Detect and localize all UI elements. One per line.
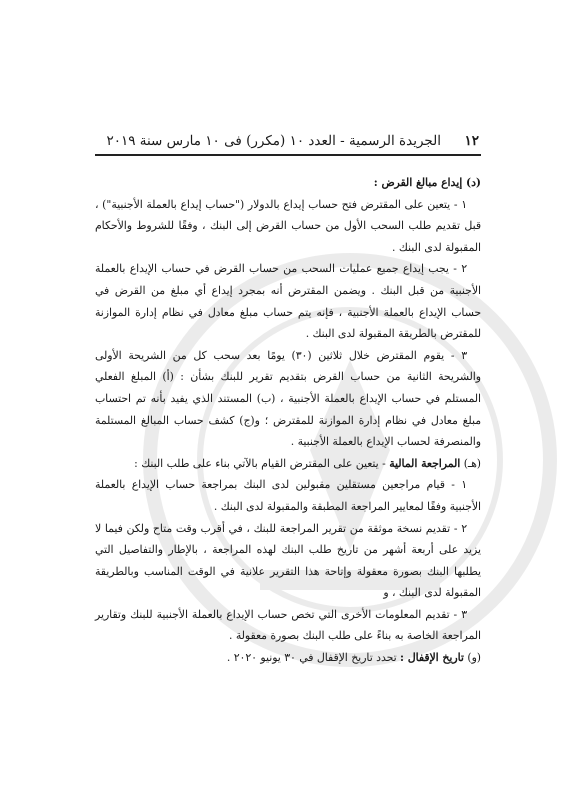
- section-h-heading: المراجعة المالية: [389, 456, 461, 470]
- section-d-item-3: ٣ - يقوم المقترض خلال ثلاثين (٣٠) يومًا بعد سحب كل من الشريحة الأولى والشريحة الثانية من حساب القرض بتقديم تقرير للبنك بشأن : (أ) المبلغ الفعلي المستلم في حساب الإيداع بالعملة الأجنبية ، (ب) المستند الذي يفيد بأنه تم احتساب مبلغ معادل في نظام إدارة الموازنة للمقترض ؛ و(ج) كشف حساب المبالغ المستلمة والمنصرفة لحساب الإيداع بالعملة الأجنبية .: [95, 348, 481, 449]
- document-body: [95, 172, 481, 669]
- section-w-heading: تاريخ الإقفال :: [400, 651, 464, 665]
- section-h-label: (هـ): [463, 456, 481, 470]
- page-number: ١٢: [464, 133, 479, 149]
- section-d-item-2: ٢ - يجب إيداع جميع عمليات السحب من حساب القرض في حساب الإيداع بالعملة الأجنبية من قبل البنك . ويضمن المقترض أنه بمجرد إيداع أي مبلغ من القرض في حساب الإيداع بالعملة الأجنبية ، فإنه يتم حساب مبلغ معادل في نظام إدارة الموازنة للمقترض بالطريقة المقبولة لدى البنك .: [95, 262, 481, 341]
- section-d-item-1: ١ - يتعين على المقترض فتح حساب إيداع بالدولار ("حساب إيداع بالعملة الأجنبية") ، قبل تقديم طلب السحب الأول من حساب القرض إلى البنك ، وفقًا للشروط والأحكام المقبولة لدى البنك .: [95, 197, 481, 254]
- section-w-label: (و): [467, 651, 481, 665]
- section-h-item-1: ١ - قيام مراجعين مستقلين مقبولين لدى البنك بمراجعة حساب الإيداع بالعملة الأجنبية وفقًا لمعايير المراجعة المطبقة والمقبولة لدى البنك .: [95, 478, 481, 513]
- section-d-title: (د) إيداع مبالغ القرض :: [373, 176, 481, 189]
- section-h-heading-rest: - يتعين على المقترض القيام بالآتي بناء على طلب البنك :: [134, 456, 390, 470]
- section-h-title: [95, 453, 481, 475]
- section-h-item-2: ٢ - تقديم نسخة موثقة من تقرير المراجعة للبنك ، في أقرب وقت متاح ولكن فيما لا يزيد على أربعة أشهر من تاريخ طلب البنك لهذه المراجعة ، بالإطار والتفاصيل التي يطلبها البنك بصورة معقولة وإتاحة هذا التقرير علانية في الوقت المناسب وبالطريقة المقبولة لدى البنك ، و: [95, 521, 481, 600]
- section-w-text: تحدد تاريخ الإقفال في ٣٠ يونيو ٢٠٢٠ .: [226, 651, 401, 665]
- section-h-item-3: ٣ - تقديم المعلومات الأخرى التي تخص حساب الإيداع بالعملة الأجنبية للبنك وتقارير المراجعة الخاصة به بناءً على طلب البنك بصورة معقولة .: [95, 607, 481, 643]
- journal-title: الجريدة الرسمية - العدد ١٠ (مكرر) فى ١٠ مارس سنة ٢٠١٩: [106, 133, 441, 149]
- page-header: [95, 132, 481, 156]
- section-w: [95, 647, 481, 669]
